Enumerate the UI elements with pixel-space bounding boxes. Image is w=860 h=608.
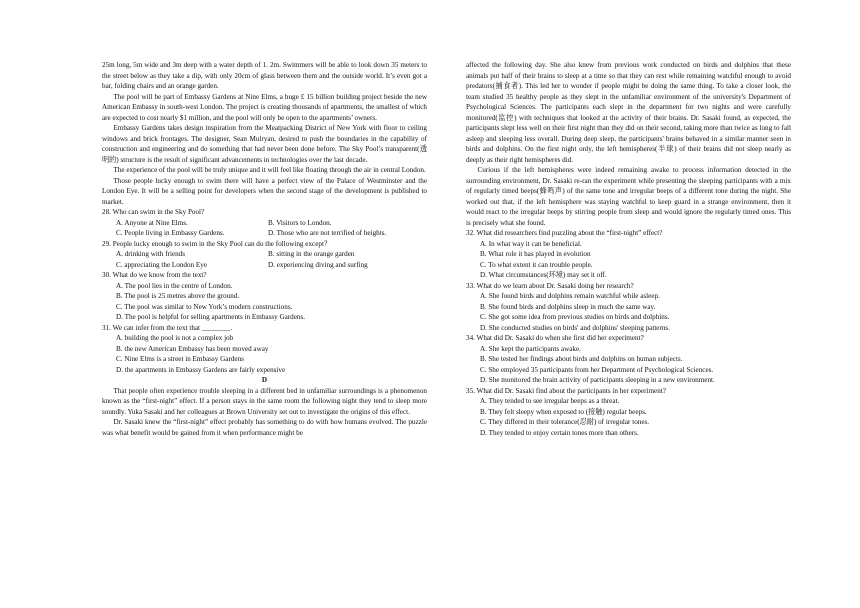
option-b: B. She found birds and dolphins sleep in much the same way. <box>480 302 656 311</box>
option-c: C. appreciating the London Eye <box>116 260 208 269</box>
option-c: C. People living in Embassy Gardens. <box>116 229 225 237</box>
paragraph: affected the following day. She also knew from previous work conducted on birds and dolphins that these animals put half of their brains to sleep at a time so that they can rest while remaining watchful enough to avoid predators(捕食者). This led her to wonder if people might be doing the same thing. To take a closer look, the team studied 35 healthy people as they slept in the unfamiliar environment of the university's Department of Psychological Sciences. The participants each slept in the department for two nights and were carefully monitored(监控) with techniques that looked at the activity of their brains. Dr. Sasaki found, as expected, the participants slept less well on their first night than they did on their second, taking more than twice as long to fall asleep and sleeping less overall. During deep sleep, the participants' brains behaved in a similar manner seen in birds and dolphins. On the first night only, the left hemispheres(半球) of their brains did not sleep nearly as deeply as their right hemispheres did. <box>466 61 791 164</box>
paragraph: 25m long, 5m wide and 3m deep with a water depth of 1. 2m. Swimmers will be able to look down 35 meters to the street below as they take a dip, with only 20cm of glass between them and the outside world. It’s even got a bar, folding chairs and an orange garden. <box>102 61 427 90</box>
option-b: B. sitting in the orange garden <box>268 250 355 258</box>
question-33: 33. What do we learn about Dr. Sasaki doing her research? <box>466 281 634 290</box>
paragraph: The pool will be part of Embassy Gardens at Nine Elms, a huge £ 15 billion building project beside the new American Embassy in south-west London. The project is creating thousands of apartments, the smallest of which are expected to cost nearly $1 million, and the pool will only be open to the apartments’ owners. <box>102 92 427 122</box>
option-d: D. The pool is helpful for selling apartments in Embassy Gardens. <box>116 313 306 321</box>
right-column <box>466 60 791 438</box>
paragraph: Those people lucky enough to swim there will have a perfect view of the Palace of Westminster and the London Eye. It will be a selling point for developers when the second stage of the development is published to market. <box>102 176 427 206</box>
option-a: A. She kept the participants awake. <box>480 344 581 353</box>
option-a: A. She found birds and dolphins remain watchful while asleep. <box>480 292 660 300</box>
option-b: B. What role it has played in evolution <box>480 250 591 258</box>
question-30: 30. What do we know from the text? <box>102 271 207 279</box>
option-b: B. the new American Embassy has been moved away <box>116 344 269 353</box>
paragraph: Curious if the left hemispheres were indeed remaining awake to process information detected in the surrounding environment, Dr. Sasaki re-ran the experiment while presenting the sleeping participants with a mix of regularly timed beeps(蜂鸣声) of the same tone and irregular beeps of a different tone during the night. She worked out that, if the left hemisphere was staying watchful to keep guard in a strange environment, then it would react to the irregular beeps by stirring people from sleep and would ignore the regularly timed ones. This is precisely what she found. <box>466 166 791 227</box>
option-b: B. Visitors to London. <box>268 218 332 227</box>
option-c: C. She got some idea from previous studies on birds and dolphins. <box>480 313 670 321</box>
options-row <box>102 260 427 271</box>
option-d: D. They tended to enjoy certain tones more than others. <box>480 428 639 437</box>
paragraph: Dr. Sasaki knew the “first-night” effect probably has something to do with how humans evolved. The puzzle was what benefit would be gained from it when performance might be <box>102 418 427 437</box>
question-32: 32. What did researchers find puzzling about the “first-night” effect? <box>466 229 663 237</box>
option-b: B. They felt sleepy when exposed to (接触) regular beeps. <box>480 407 647 416</box>
options-row <box>102 218 427 229</box>
option-c: C. Nine Elms is a street in Embassy Gardens <box>116 355 244 363</box>
option-b: B. She tested her findings about birds and dolphins on human subjects. <box>480 355 683 363</box>
option-c: C. The pool was similar to New York’s modern constructions. <box>116 302 293 311</box>
option-d: D. She monitored the brain activity of participants sleeping in a new environment. <box>480 376 715 384</box>
option-a: A. Anyone at Nine Elms. <box>116 218 188 227</box>
question-31: 31. We can infer from the text that ________. <box>102 323 233 332</box>
section-heading: D <box>261 376 268 384</box>
options-row <box>102 249 427 260</box>
question-35: 35. What did Dr. Sasaki find about the participants in her experiment? <box>466 386 666 395</box>
paragraph: The experience of the pool will be truly unique and it will feel like floating through the air in central London. <box>113 166 426 174</box>
option-d: D. experiencing diving and surfing <box>268 260 368 269</box>
option-a: A. building the pool is not a complex job <box>116 334 234 342</box>
option-a: A. They tended to see irregular beeps as a threat. <box>480 397 620 405</box>
option-c: C. She employed 35 participants from her Department of Psychological Sciences. <box>480 365 714 374</box>
paragraph: Embassy Gardens takes design inspiration from the Meatpacking District of New York with floor to ceiling windows and brick frontages. The designer, Sean Mulryan, desired to push the boundaries in the capability of construction and engineering and do something that had never been done before. The Sky Pool’s transparent(透明的) structure is the result of significant advancements in technologies over the last decade. <box>102 124 427 164</box>
option-d: D. Those who are not terrified of heights. <box>268 229 387 237</box>
left-column <box>102 60 427 438</box>
option-d: D. the apartments in Embassy Gardens are fairly expensive <box>116 365 286 374</box>
option-c: C. To what extent it can trouble people. <box>480 260 593 269</box>
option-b: B. The pool is 25 metres above the ground. <box>116 292 240 300</box>
option-d: D. She conducted studies on birds' and dolphins' sleeping patterns. <box>480 323 670 332</box>
question-34: 34. What did Dr. Sasaki do when she first did her experiment? <box>466 334 644 342</box>
option-c: C. They differed in their tolerance(忍耐) of irregular tones. <box>480 418 650 426</box>
options-row <box>102 228 427 239</box>
option-d: D. What circumstances(环境) may set it off. <box>480 271 607 279</box>
option-a: A. drinking with friends <box>116 250 186 258</box>
question-29: 29. People lucky enough to swim in the Sky Pool can do the following except？ <box>102 239 332 248</box>
option-a: A. In what way it can be beneficial. <box>480 239 582 248</box>
question-28: 28. Who can swim in the Sky Pool? <box>102 208 205 216</box>
paragraph: That people often experience trouble sleeping in a different bed in unfamiliar surroundings is a phenomenon known as the “first-night” effect. If a person stays in the same room the following night they tend to sleep more soundly. Yuka Sasaki and her colleagues at Brown University set out to investigate the origins of this effect. <box>102 386 427 416</box>
option-a: A. The pool lies in the centre of London. <box>116 281 233 290</box>
